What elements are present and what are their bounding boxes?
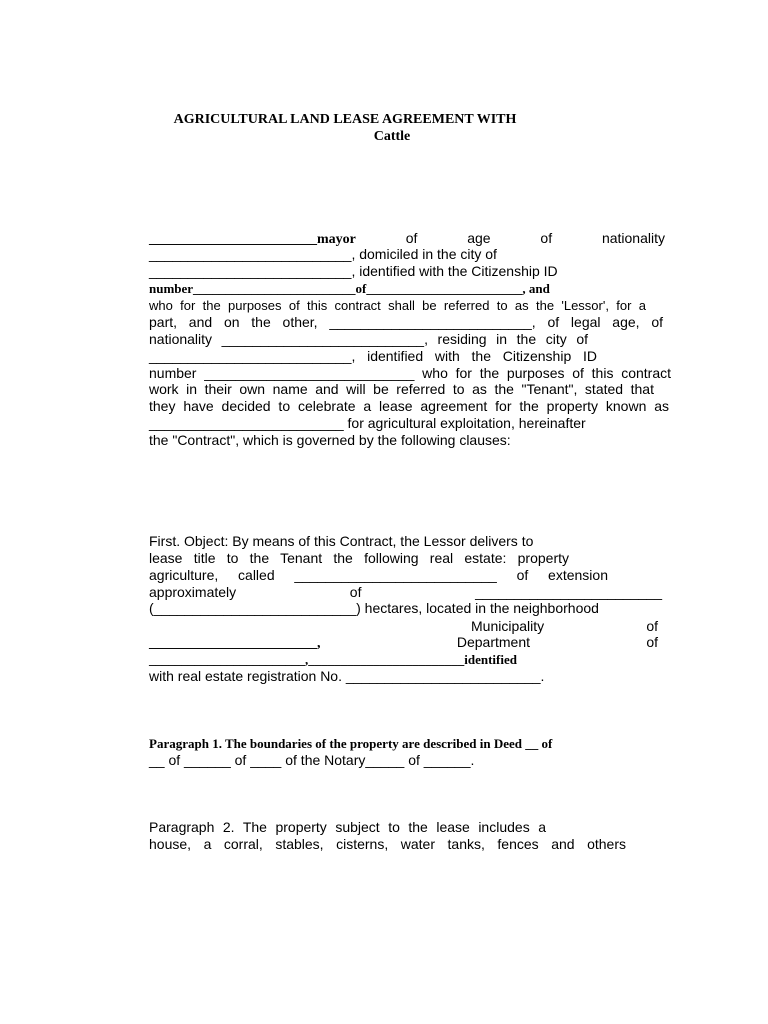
document-title: AGRICULTURAL LAND LEASE AGREEMENT WITH — [173, 112, 517, 127]
clause-line-3: agriculture, called __________________________ of extension — [149, 567, 608, 583]
intro-line-8: __________________________, identified with the Citizenship ID — [149, 348, 597, 364]
intro-line-11: they have decided to celebrate a lease agreement for the property known as — [149, 398, 669, 414]
intro-line-12: _________________________ for agricultural exploitation, hereinafter — [149, 415, 586, 431]
intro-line-13: the "Contract", which is governed by the following clauses: — [149, 432, 511, 448]
intro-line-10: work in their own name and will be referred to as the "Tenant", stated that — [149, 381, 654, 397]
intro-line-1: ________________________mayor of age of nationality — [149, 230, 665, 247]
document-subtitle: Cattle — [373, 129, 411, 144]
intro-line-4: number_________________________of________________________, and — [149, 281, 550, 296]
intro-line-9: number ___________________________ who for the purposes of this contract — [149, 365, 671, 381]
intro-line-7: nationality __________________________, residing in the city of — [149, 331, 588, 347]
intro-line-5: who for the purposes of this contract shall be referred to as the 'Lessor', for a — [149, 298, 646, 313]
clause-line-6: Municipality of — [471, 618, 658, 634]
clause-line-1: First. Object: By means of this Contract, the Lessor delivers to — [149, 533, 534, 549]
clause-line-5: (__________________________) hectares, located in the neighborhood — [149, 600, 599, 616]
clause-line-8: ________________________,________________________identified — [149, 652, 517, 667]
intro-line-2: __________________________, domiciled in the city of — [149, 246, 497, 262]
intro-line-3: __________________________, identified with the Citizenship ID — [149, 263, 558, 279]
paragraph2-line-2: house, a corral, stables, cisterns, water tanks, fences and others — [149, 836, 626, 852]
paragraph1-line-2: __ of ______ of ____ of the Notary_____ of ______. — [149, 752, 475, 768]
paragraph2-line-1: Paragraph 2. The property subject to the lease includes a — [149, 819, 546, 835]
intro-line-6: part, and on the other, __________________________, of legal age, of — [149, 314, 663, 330]
clause-line-2: lease title to the Tenant the following real estate: property — [149, 550, 569, 566]
clause-line-9: with real estate registration No. _________________________. — [149, 668, 545, 684]
clause-line-4: approximately of ________________________ — [149, 584, 662, 600]
paragraph1-line-1: Paragraph 1. The boundaries of the property are described in Deed __ of — [149, 736, 553, 751]
clause-line-7: ________________________, Department of — [149, 634, 658, 651]
